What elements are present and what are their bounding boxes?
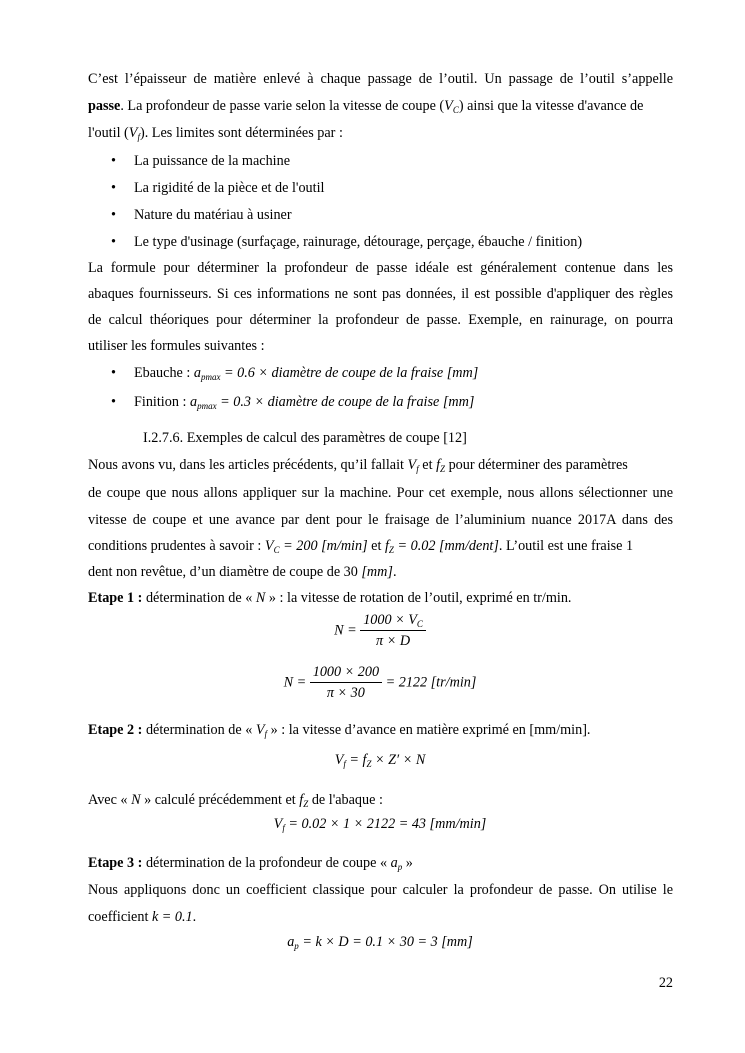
intro-line-2-text: . La profondeur de passe varie selon la vitesse de coupe ( (120, 98, 445, 114)
bullet-icon: • (111, 180, 116, 196)
formula-para-line-2: abaques fournisseurs. Si ces informations ne sont pas données, il est possible d'appliquer des règles (88, 286, 673, 302)
intro-line-2-tail: ) ainsi que la vitesse d'avance de (458, 98, 644, 114)
passe-bold: passe (88, 98, 121, 114)
ebauche-formula: Ebauche : $a_{pmax} = 0.6$ × diamètre de coupe de la fraise [mm] (134, 365, 479, 382)
list-item-text: La puissance de la machine (134, 153, 290, 169)
bullet-icon: • (111, 234, 116, 250)
vc-symbol: $V_C$ (444, 98, 459, 115)
formula-para-line-3: de calcul théoriques pour déterminer la profondeur de passe. Exemple, en rainurage, on pourra (88, 312, 673, 328)
bullet-icon: • (111, 365, 116, 381)
list-item-text: La rigidité de la pièce et de l'outil (134, 180, 325, 196)
intro-line-1: C’est l’épaisseur de matière enlevé à chaque passage de l’outil. Un passage de l’outil s’appelle (88, 71, 673, 87)
intro-line-3: l'outil $(V_f)$. Les limites sont déterminées par : (88, 125, 343, 142)
step2-avec: Avec « N » calculé précédemment et $f_Z$ de l'abaque : (88, 792, 383, 809)
intro-line-2 (88, 97, 643, 115)
example-line-2: de coupe que nous allons appliquer sur la machine. Pour cet exemple, nous allons sélectionner une (88, 485, 673, 501)
step2-result: $V_f = 0.02 \times 1 \times 2122 = 43$ [mm/min] (273, 816, 487, 833)
section-heading (143, 429, 467, 447)
section-title: Exemples de calcul des paramètres de coupe [12] (186, 430, 467, 446)
step3-result: $a_p = k \times D = 0.1 \times 30 = 3$ [mm] (287, 934, 473, 951)
formula-para-line-1: La formule pour déterminer la profondeur de passe idéale est généralement contenue dans les (88, 260, 673, 276)
page-number: 22 (658, 975, 673, 991)
step3-line-1: Nous appliquons donc un coefficient classique pour calculer la profondeur de passe. On utilise le (88, 882, 673, 898)
example-line-1: Nous avons vu, dans les articles précédents, qu’il fallait $V_f$ et $f_Z$ pour déterminer des paramètres (88, 457, 628, 474)
bullet-icon: • (111, 153, 116, 169)
step3-line-2: coefficient k = 0.1. (88, 909, 197, 925)
step1-formula-2: N = $\frac{1000 \times 200}{\pi \times 30}$ = 2122 [tr/min] (283, 664, 477, 701)
example-line-4: conditions prudentes à savoir : $V_C = 200$ [m/min] et $f_Z = 0.02$ [mm/dent]. L’outil est une fraise 1 (88, 538, 634, 555)
bullet-icon: • (111, 394, 116, 410)
step2-heading: Etape 2 : détermination de « $V_f$ » : la vitesse d’avance en matière exprimé en [mm/min]. (88, 722, 591, 739)
example-line-5: dent non revêtue, d’un diamètre de coupe de 30 [mm]. (88, 564, 397, 580)
finition-formula: Finition : $a_{pmax} = 0.3$ × diamètre de coupe de la fraise [mm] (134, 394, 475, 411)
step1-formula-1: N = $\frac{1000 \times V_C}{\pi \times D}$ (260, 612, 500, 650)
vf-symbol: $V_f$ (128, 125, 140, 142)
example-line-3: vitesse de coupe et une avance par dent pour le fraisage de l’aluminium nuance 2017A dans des (88, 512, 673, 528)
bullet-icon: • (111, 207, 116, 223)
formula-para-line-4: utiliser les formules suivantes : (88, 338, 265, 354)
list-item-text: Le type d'usinage (surfaçage, rainurage, détourage, perçage, ébauche / finition) (134, 234, 583, 250)
step1-heading: Etape 1 : détermination de « N » : la vitesse de rotation de l’outil, exprimé en tr/min. (88, 590, 572, 606)
step3-heading: Etape 3 : détermination de la profondeur de coupe « $a_p$ » (88, 855, 413, 872)
list-item-text: Nature du matériau à usiner (134, 207, 292, 223)
step2-formula: $V_f = f_Z \times Z' \times N$ (334, 752, 426, 769)
section-number: I.2.7.6. (143, 430, 184, 446)
